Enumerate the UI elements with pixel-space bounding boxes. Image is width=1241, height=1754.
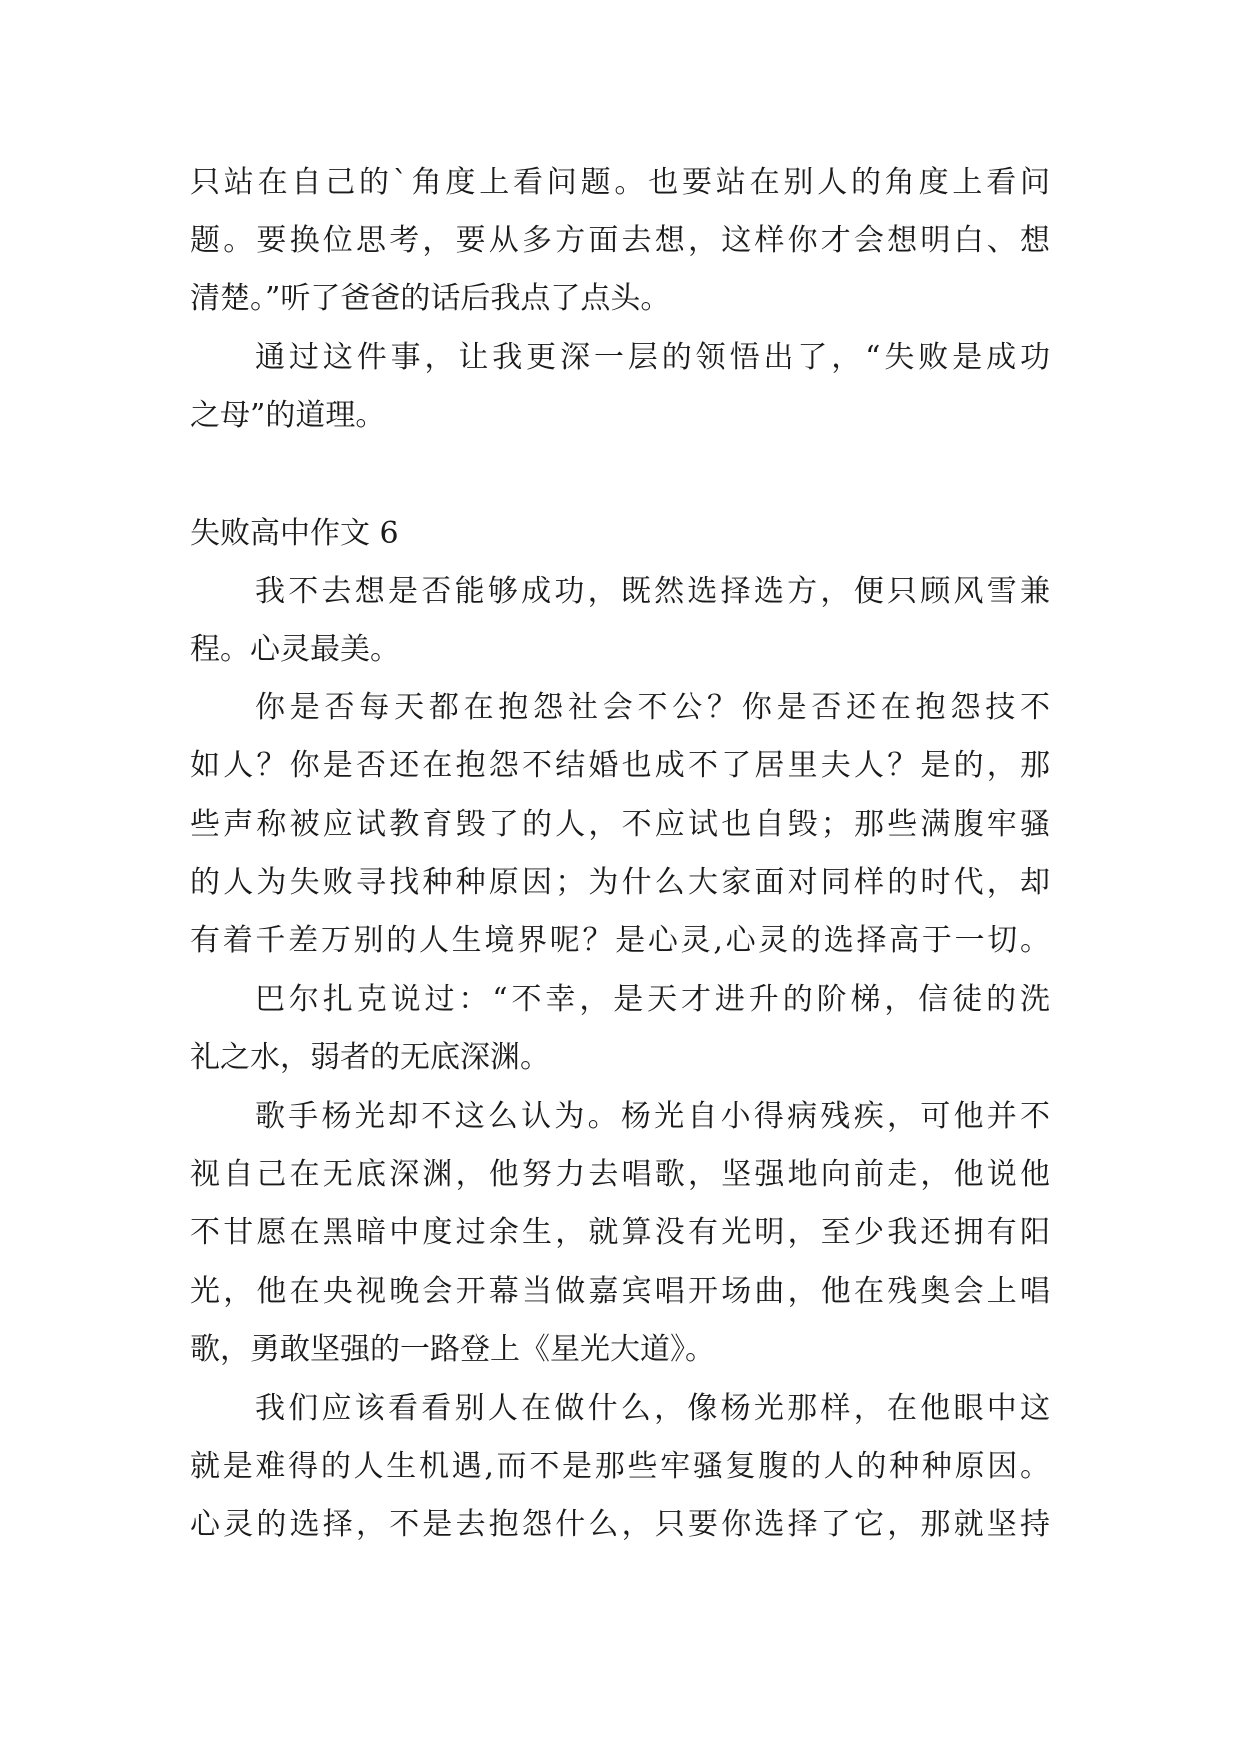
text-line: 程。心灵最美。 [190,632,400,667]
text-line: 只站在自己的`角度上看问题。也要站在别人的角度上看问 [190,165,1050,200]
section-heading: 失败高中作文 6 [190,516,399,551]
text-line: 如人？你是否还在抱怨不结婚也成不了居里夫人？是的，那 [190,748,1050,783]
text-line: 我不去想是否能够成功，既然选择选方，便只顾风雪兼 [255,574,1050,609]
text-line: 有着千差万别的人生境界呢？是心灵,心灵的选择高于一切。 [190,923,1050,958]
text-line: 视自己在无底深渊，他努力去唱歌，坚强地向前走，他说他 [190,1157,1050,1192]
text-line: 些声称被应试教育毁了的人，不应试也自毁；那些满腹牢骚 [190,807,1050,842]
text-line: 歌，勇敢坚强的一路登上《星光大道》。 [190,1332,715,1367]
text-line: 光，他在央视晚会开幕当做嘉宾唱开场曲，他在残奥会上唱 [190,1274,1050,1309]
text-line: 歌手杨光却不这么认为。杨光自小得病残疾，可他并不 [255,1099,1050,1134]
text-line: 我们应该看看别人在做什么，像杨光那样，在他眼中这 [255,1391,1050,1426]
text-line: 不甘愿在黑暗中度过余生，就算没有光明，至少我还拥有阳 [190,1215,1050,1250]
text-line: 通过这件事，让我更深一层的领悟出了，“失败是成功 [255,340,1050,375]
text-line: 的人为失败寻找种种原因；为什么大家面对同样的时代，却 [190,865,1050,900]
text-line: 之母”的道理。 [190,398,386,433]
text-line: 心灵的选择，不是去抱怨什么，只要你选择了它，那就坚持 [190,1507,1050,1542]
text-line: 就是难得的人生机遇,而不是那些牢骚复腹的人的种种原因。 [190,1449,1050,1484]
text-line: 题。要换位思考，要从多方面去想，这样你才会想明白、想 [190,223,1050,258]
text-line: 你是否每天都在抱怨社会不公？你是否还在抱怨技不 [255,690,1050,725]
text-line: 清楚。”听了爸爸的话后我点了点头。 [190,281,671,316]
text-line: 礼之水，弱者的无底深渊。 [190,1040,550,1075]
text-line: 巴尔扎克说过：“不幸，是天才进升的阶梯，信徒的洗 [255,982,1050,1017]
